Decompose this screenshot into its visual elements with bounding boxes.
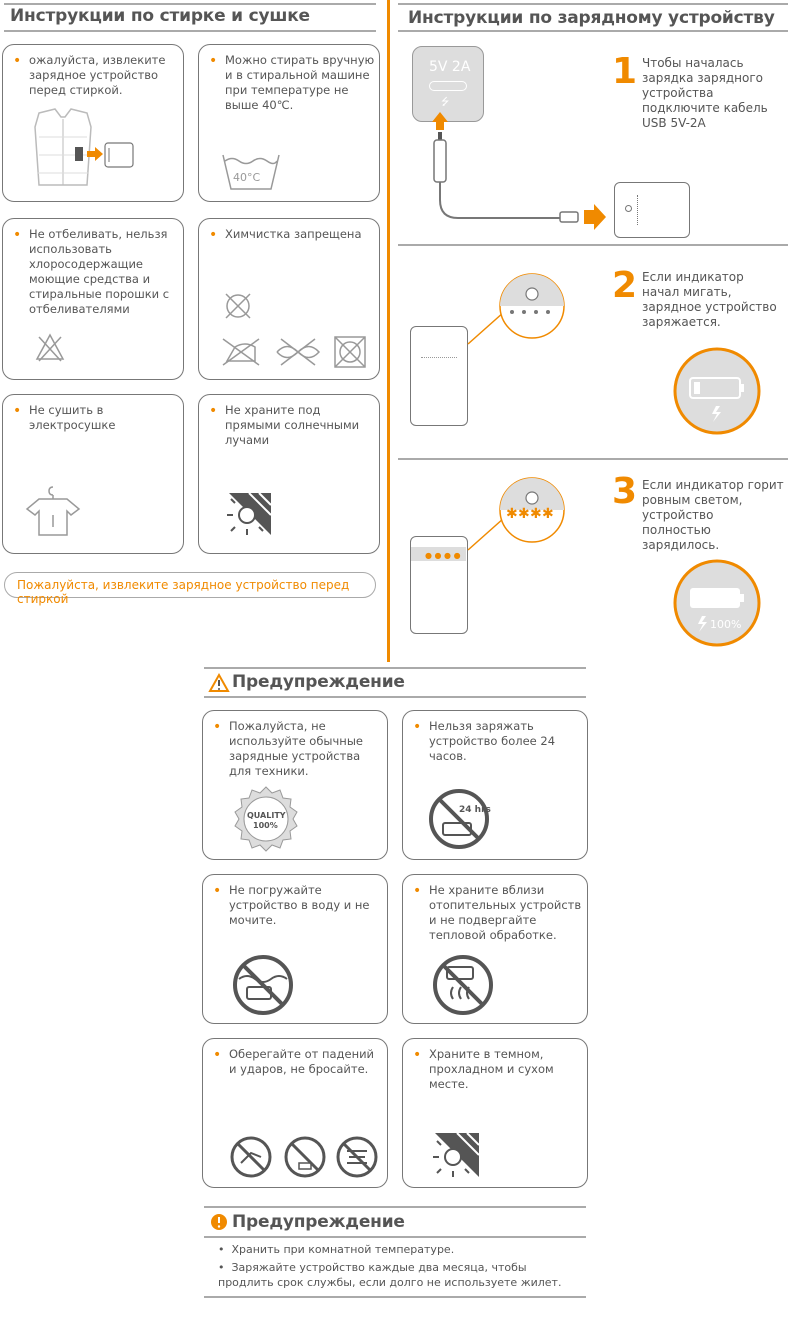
divider [398, 3, 788, 5]
divider [204, 1206, 586, 1208]
power-bank-connected [614, 182, 690, 238]
quality-percent: 100% [253, 821, 278, 830]
bullet-icon: • [213, 719, 222, 735]
no-bleach-icon [35, 333, 65, 363]
hours-label: 24 hrs [459, 805, 491, 815]
wash-card-temperature [198, 44, 380, 202]
wash-card-no-sun [198, 394, 380, 554]
bullet-icon: • [413, 883, 422, 899]
card-text: Пожалуйста, не используйте обычные зарядные устройства для техники. [229, 719, 363, 778]
no-charge-24h-icon [427, 787, 491, 851]
led-row [421, 343, 457, 358]
quality-badge-icon [231, 785, 301, 855]
bullet-icon: • [209, 53, 218, 69]
warning-title: Предупреждение [232, 672, 405, 692]
notice-text: Пожалуйста, извлеките зарядное устройство перед стиркой [17, 578, 350, 606]
bullet-icon: • [218, 1261, 232, 1274]
divider [398, 30, 788, 32]
no-tumble-dry-icon [333, 335, 367, 369]
svg-text:✱: ✱ [530, 506, 542, 522]
divider [204, 1236, 586, 1238]
list-item [218, 1242, 454, 1257]
no-throw-icon [229, 1135, 273, 1179]
divider [204, 667, 586, 669]
card-text: Не храните вблизи отопительных устройств и не подвергайте тепловой обработке. [429, 883, 582, 942]
shade-storage-icon [431, 1129, 483, 1181]
svg-text:✱: ✱ [518, 506, 530, 522]
warning-icon [208, 673, 230, 693]
divider [398, 458, 788, 460]
no-iron-icon [221, 337, 261, 367]
divider [204, 1296, 586, 1298]
warning-card-storage [402, 1038, 588, 1188]
warning-card-water [202, 874, 388, 1024]
wash-card-no-bleach [2, 218, 184, 380]
svg-text:✱: ✱ [542, 506, 554, 522]
warning-card-24h [402, 710, 588, 860]
indicator-light [625, 205, 632, 212]
bullet-icon: • [13, 403, 22, 419]
svg-text:✱: ✱ [506, 506, 518, 522]
usb-icon: ⭍ [441, 97, 450, 108]
card-text: Не погружайте устройство в воду и не мочите. [229, 883, 370, 927]
divider [4, 30, 376, 32]
no-dryclean-icon [223, 291, 253, 321]
card-text: Химчистка запрещена [225, 227, 362, 241]
no-drop-icon [283, 1135, 327, 1179]
quality-label: QUALITY [247, 811, 286, 820]
wash-card-no-dryclean [198, 218, 380, 380]
step-number: 3 [612, 471, 638, 512]
list-item [218, 1260, 582, 1290]
washing-title: Инструкции по стирке и сушке [10, 6, 310, 26]
usb-port [429, 81, 467, 91]
bullet-icon: • [13, 53, 22, 69]
remove-charger-notice [4, 572, 376, 606]
battery-full-icon [672, 558, 762, 648]
step-text: Чтобы началась зарядка зарядного устройства подключите кабель USB 5V-2A [642, 56, 768, 130]
full-charge-label: 100% [710, 618, 742, 631]
step-number: 2 [612, 265, 638, 306]
bullet-icon: • [218, 1243, 232, 1256]
hanging-shirt-icon [25, 485, 81, 537]
charger-label: 5V 2A [429, 59, 471, 75]
step-number: 1 [612, 51, 638, 92]
card-text: Оберегайте от падений и ударов, не бросайте. [229, 1047, 375, 1076]
wash-temperature: 40°C [233, 171, 261, 184]
bullet-icon: • [209, 403, 218, 419]
battery-charging-icon [672, 346, 762, 436]
cable-diagram [400, 110, 640, 240]
led-row: ● ● ● ● [425, 551, 461, 560]
column-divider [387, 0, 390, 662]
indicator-zoom-steady [460, 476, 570, 566]
charger-title: Инструкции по зарядному устройству [408, 8, 775, 28]
bullet-icon: • [213, 883, 222, 899]
wash-card-remove-charger [2, 44, 184, 202]
divider [398, 244, 788, 246]
bullet-icon: • [213, 1047, 222, 1063]
card-text: Не сушить в электросушке [29, 403, 116, 432]
led-row [637, 195, 640, 225]
no-wring-icon [275, 337, 321, 367]
warning2-title: Предупреждение [232, 1212, 405, 1232]
warning-card-charger [202, 710, 388, 860]
card-text: Нельзя заряжать устройство более 24 часов. [429, 719, 556, 763]
step-text: Если индикатор горит ровным светом, устройство полностью зарядилось. [642, 478, 784, 552]
indicator-zoom-blinking [460, 272, 570, 362]
list-item-text: Заряжайте устройство каждые два месяца, чтобы продлить срок службы, если долго не используете жилет. [218, 1261, 562, 1289]
card-text: Храните в темном, прохладном и сухом месте. [429, 1047, 554, 1091]
warning-card-heat [402, 874, 588, 1024]
vest-remove-charger-icon [25, 107, 145, 189]
card-text: Не отбеливать, нельзя использовать хлоросодержащие моющие средства и стиральные порошки с отбеливателями [29, 227, 170, 316]
card-text: ожалуйста, извлеките зарядное устройство перед стиркой. [29, 53, 166, 97]
shade-icon [225, 489, 275, 539]
card-text: Не храните под прямыми солнечными лучами [225, 403, 360, 447]
bullet-icon: • [209, 227, 218, 243]
bullet-icon: • [13, 227, 22, 243]
step-text: Если индикатор начал мигать, зарядное устройство заряжается. [642, 270, 777, 329]
wash-card-no-dryer [2, 394, 184, 554]
warning-card-drop [202, 1038, 388, 1188]
divider [204, 696, 586, 698]
bullet-icon: • [413, 1047, 422, 1063]
bullet-icon: • [413, 719, 422, 735]
list-item-text: Хранить при комнатной температуре. [231, 1243, 455, 1256]
card-text: Можно стирать вручную и в стиральной машине при температуре не выше 40℃. [225, 53, 375, 112]
no-crush-icon [335, 1135, 379, 1179]
alert-icon [210, 1213, 228, 1231]
divider [4, 3, 376, 5]
no-heat-icon [431, 953, 495, 1017]
no-water-icon [231, 953, 295, 1017]
